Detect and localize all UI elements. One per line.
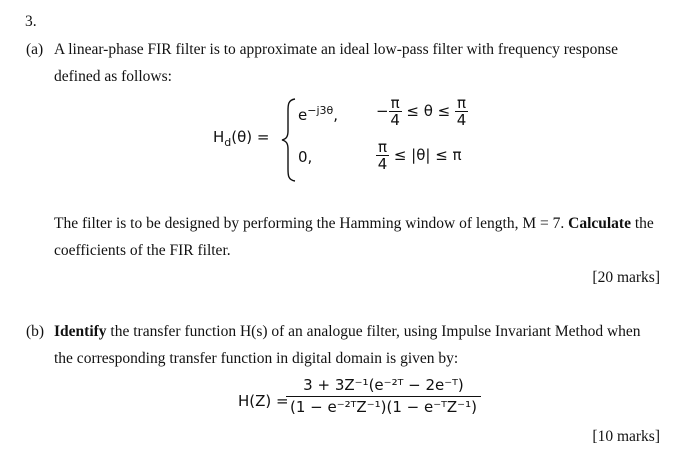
hz-equation-lhs: H(Z) = [238,392,289,410]
part-a-marks: [20 marks] [592,269,660,286]
frac-pi-over-4: $\frac{\pi}{4}$ [377,138,388,173]
part-b-marks: [10 marks] [592,428,660,445]
hz-denominator: (1 − e⁻²ᵀZ⁻¹)(1 − e⁻ᵀZ⁻¹) [290,398,477,416]
case2-value: 0, [298,148,313,166]
part-b-line2: the corresponding transfer function in digital domain is given by: [54,350,459,367]
part-a-body-line2: coefficients of the FIR filter. [54,242,231,259]
identify-keyword: Identify [54,323,107,340]
part-a-label: (a) [26,41,44,58]
part-a-intro-line1: A linear-phase FIR filter is to approximate an ideal low-pass filter with frequency response [54,41,618,58]
calculate-keyword: Calculate [568,215,631,232]
case1-value: $e^{-j3\theta}$, [298,104,339,124]
part-a-body-line1: The filter is to be designed by performing the Hamming window of length, M = 7. Calculate the [54,215,654,232]
part-b-line1: Identify the transfer function H(s) of an analogue filter, using Impulse Invariant Method when [54,323,641,340]
hz-fraction [286,377,481,416]
frac-pi-over-4: $\frac{\pi}{4}$ [456,94,467,129]
hd-equation-lhs [213,128,269,149]
hd-argument: (θ) = [231,128,270,146]
case2-condition: $\frac{\pi}{4}$ ≤ |θ| ≤ π [377,138,462,173]
hz-numerator: 3 + 3Z⁻¹(e⁻²ᵀ − 2e⁻ᵀ) [286,377,481,397]
hd-subscript: d [224,136,232,149]
hd-symbol: H [213,128,225,146]
part-a-intro-line2: defined as follows: [54,68,172,85]
piecewise-brace [281,97,297,183]
frac-pi-over-4: $\frac{\pi}{4}$ [390,94,400,129]
question-number: 3. [25,13,37,30]
case1-exponent: −j3θ [307,104,334,117]
case1-condition: − $\frac{\pi}{4}$ ≤ θ ≤ $\frac{\pi}{4}$ [376,94,467,129]
part-b-label: (b) [26,323,45,340]
